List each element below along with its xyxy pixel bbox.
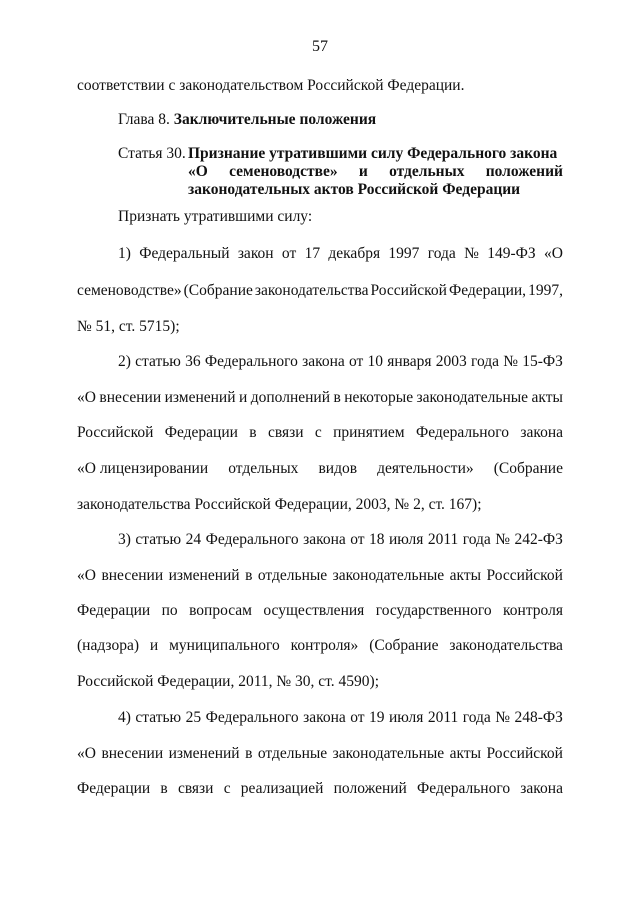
- word: отдельных: [228, 460, 299, 477]
- word: №: [495, 709, 511, 726]
- word: «О: [188, 163, 208, 180]
- word: в: [245, 745, 253, 762]
- word: положений: [333, 780, 407, 797]
- word: января: [387, 353, 432, 370]
- word: законодательства: [254, 282, 369, 299]
- word: законодательных актов Российской Федерации: [188, 181, 521, 198]
- word: (Собрание: [493, 460, 563, 477]
- item-2-line: [77, 460, 563, 478]
- article-title-line: [188, 181, 563, 199]
- word: Федерального: [205, 709, 299, 726]
- word: 24: [185, 531, 202, 548]
- word: деятельности»: [377, 460, 474, 477]
- word: «О лицензировании: [77, 460, 209, 477]
- word: внесении: [99, 389, 162, 406]
- item-2-line: [118, 353, 563, 371]
- word: изменений: [164, 389, 236, 406]
- word: Федерального: [204, 353, 298, 370]
- word: и: [238, 389, 248, 406]
- item-1-line: [77, 282, 563, 300]
- word: 3): [118, 531, 131, 548]
- word: связи: [177, 780, 214, 797]
- word: декабря: [328, 245, 381, 262]
- item-3-line: [118, 531, 563, 549]
- word: и: [358, 163, 368, 180]
- word: Федерации: [77, 780, 151, 797]
- word: закона: [303, 709, 346, 726]
- word: (надзора): [77, 637, 139, 654]
- word: 1997,: [528, 282, 563, 299]
- word: отдельные: [257, 567, 328, 584]
- word: статью: [135, 353, 181, 370]
- word: в: [249, 424, 257, 441]
- word: акты: [449, 745, 482, 762]
- word: 19: [369, 709, 385, 726]
- word: изменений: [168, 567, 240, 584]
- page-number: 57: [312, 38, 328, 55]
- word: в: [245, 567, 253, 584]
- chapter-heading: [118, 111, 563, 129]
- word: муниципального: [169, 637, 280, 654]
- word: 2011: [427, 531, 459, 548]
- word: года: [427, 245, 456, 262]
- word: отдельных: [389, 163, 465, 180]
- word: по: [161, 602, 178, 619]
- intro-line: соответствии с законодательством Российской Федерации.: [77, 77, 465, 94]
- item-1-line: [118, 245, 563, 263]
- word: некоторые: [344, 389, 414, 406]
- word: дополнений: [250, 389, 331, 406]
- item-3-line: [77, 673, 563, 691]
- word: Федерального: [205, 531, 299, 548]
- word: 1997: [388, 245, 420, 262]
- word: 149-ФЗ: [487, 245, 536, 262]
- word: внесении: [101, 567, 164, 584]
- word: 36: [185, 353, 201, 370]
- word: законодательные: [332, 745, 445, 762]
- lead-text: Признать утратившими силу:: [118, 208, 313, 225]
- word: №: [464, 245, 479, 262]
- word: «О: [543, 245, 563, 262]
- word: 17: [304, 245, 321, 262]
- word: Федерации,: [448, 282, 527, 299]
- word: Российской: [486, 567, 563, 584]
- word: Федерации: [77, 602, 151, 619]
- item-3-line: [77, 637, 563, 655]
- word: положений: [485, 163, 563, 180]
- word: закон: [237, 245, 274, 262]
- word: с: [223, 780, 231, 797]
- word: «О: [77, 567, 96, 584]
- word: 15-ФЗ: [522, 353, 563, 370]
- item-3-line: [77, 602, 563, 620]
- article-label: Статья 30.: [118, 145, 186, 162]
- word: Российской: [370, 282, 447, 299]
- word: законодательные: [332, 567, 445, 584]
- word: принятием: [333, 424, 405, 441]
- word: с: [314, 424, 322, 441]
- word: 1): [118, 245, 131, 262]
- word: закона: [520, 424, 563, 441]
- item-2-line: [77, 389, 563, 407]
- word: закона: [302, 353, 345, 370]
- article-title-line: [188, 163, 563, 181]
- word: 248-ФЗ: [514, 709, 563, 726]
- word: 242-ФЗ: [514, 531, 563, 548]
- word: Федеральный: [139, 245, 230, 262]
- word: 4): [118, 709, 131, 726]
- word: статью: [135, 709, 182, 726]
- item-4-line: [77, 745, 563, 763]
- item-1-line: [77, 318, 563, 336]
- item-2-line: [77, 424, 563, 442]
- word: Российской Федерации, 2011, № 30, ст. 4590);: [77, 673, 380, 690]
- chapter-title: Заключительные положения: [173, 111, 377, 128]
- word: года: [470, 353, 500, 370]
- word: законодательства: [449, 637, 563, 654]
- word: (Собрание: [183, 282, 253, 299]
- word: в: [160, 780, 168, 797]
- word: 2): [118, 353, 131, 370]
- word: от: [281, 245, 297, 262]
- word: Российской: [486, 745, 563, 762]
- word: Признание утратившими силу Федерального закона: [188, 145, 558, 162]
- word: закона: [520, 780, 563, 797]
- word: контроля»: [290, 637, 359, 654]
- word: осуществления: [263, 602, 365, 619]
- word: Российской: [77, 424, 154, 441]
- word: 25: [185, 709, 202, 726]
- word: (Собрание: [369, 637, 439, 654]
- word: в: [333, 389, 341, 406]
- word: июля: [388, 531, 424, 548]
- word: от: [350, 531, 365, 548]
- word: 10: [367, 353, 384, 370]
- word: Федерального: [417, 780, 511, 797]
- word: Федерации: [164, 424, 238, 441]
- word: №: [495, 531, 511, 548]
- word: статью: [135, 531, 182, 548]
- word: законодательные: [416, 389, 529, 406]
- word: государственного: [375, 602, 492, 619]
- word: изменений: [168, 745, 240, 762]
- word: «О: [77, 745, 96, 762]
- word: Федерального: [415, 424, 509, 441]
- word: от: [350, 709, 365, 726]
- word: года: [462, 709, 491, 726]
- word: законодательства Российской Федерации, 2003, № 2, ст. 167);: [77, 496, 482, 513]
- word: года: [462, 531, 491, 548]
- word: № 51, ст. 5715);: [77, 318, 180, 335]
- word: акты: [531, 389, 563, 406]
- word: №: [503, 353, 519, 370]
- word: контроля: [503, 602, 563, 619]
- word: семеноводстве»: [229, 163, 338, 180]
- word: акты: [449, 567, 482, 584]
- word: и: [149, 637, 159, 654]
- item-4-line: [118, 709, 563, 727]
- word: «О: [77, 389, 96, 406]
- word: реализацией: [240, 780, 324, 797]
- word: внесении: [101, 745, 164, 762]
- word: связи: [267, 424, 304, 441]
- word: отдельные: [257, 745, 328, 762]
- word: июля: [388, 709, 424, 726]
- item-3-line: [77, 567, 563, 585]
- word: 18: [369, 531, 385, 548]
- word: 2011: [427, 709, 459, 726]
- item-4-line: [77, 780, 563, 798]
- word: закона: [303, 531, 346, 548]
- article-title-line: [188, 145, 563, 163]
- word: видов: [318, 460, 358, 477]
- chapter-label: Глава 8.: [118, 111, 170, 128]
- word: 2003: [435, 353, 467, 370]
- word: от: [348, 353, 364, 370]
- word: семеноводстве»: [77, 282, 182, 299]
- word: вопросам: [189, 602, 252, 619]
- item-2-line: [77, 496, 563, 514]
